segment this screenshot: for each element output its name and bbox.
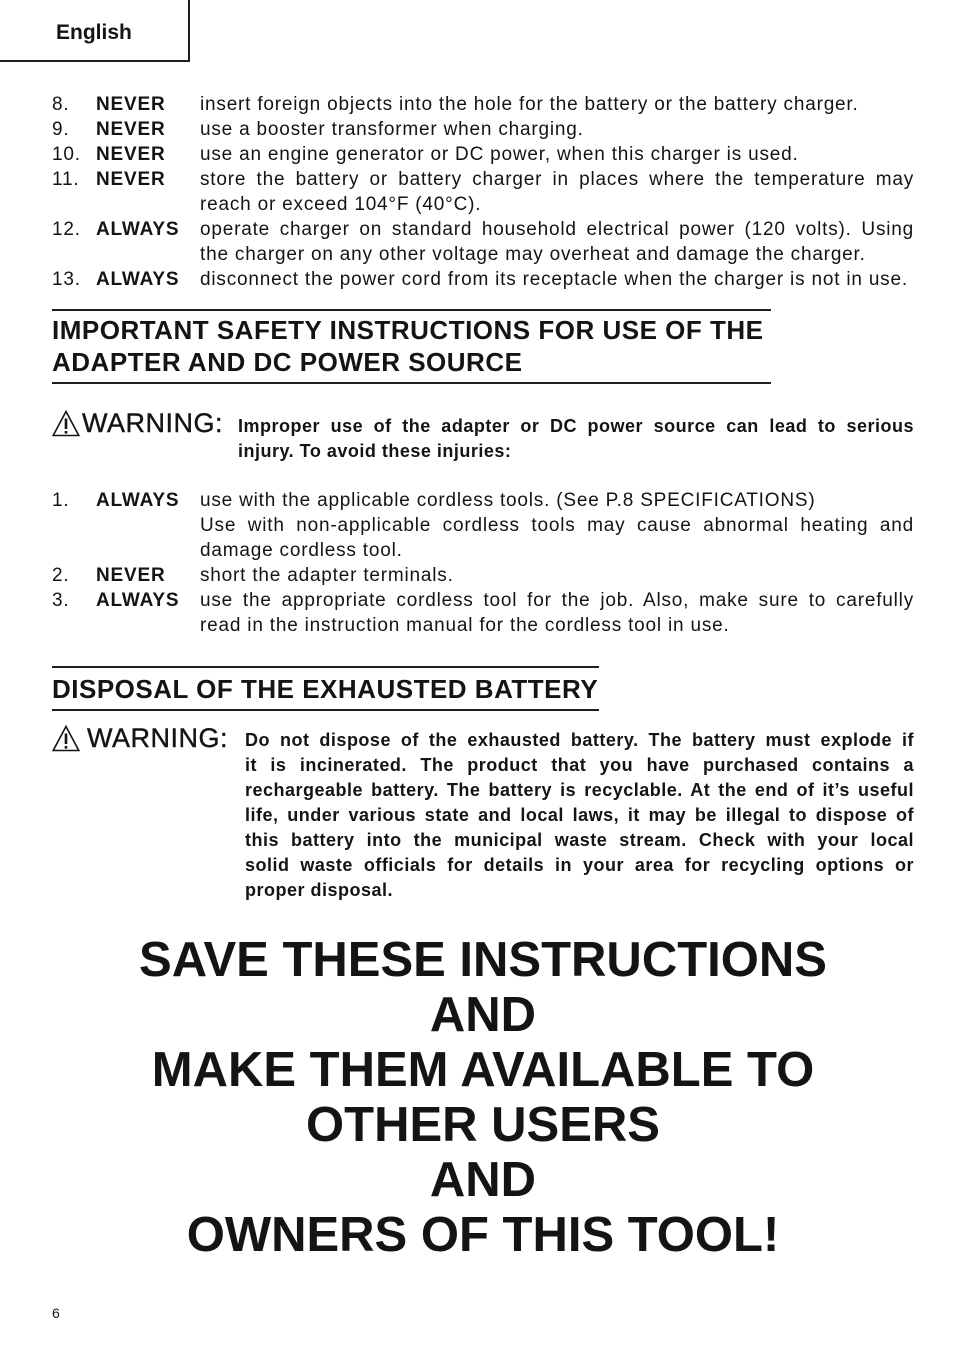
list-item [52,488,914,563]
save-instructions-notice [52,933,914,1263]
text-line: operate charger on standard household electrical power (120 volts). Using [200,219,914,240]
list-item [52,217,914,267]
item-number: 1. [52,490,70,511]
text-line: Use with non-applicable cordless tools may cause abnormal heating and [200,515,914,536]
item-text [200,167,914,217]
warning-text-line: proper disposal. [245,880,394,900]
list-item [52,117,914,142]
warning-text-line: it is incinerated. The product that you have purchased contains a [245,755,914,775]
notice-line: MAKE THEM AVAILABLE TO [151,1043,815,1097]
item-keyword: ALWAYS [96,219,180,240]
section-heading-adapter [52,309,771,384]
notice-line: OTHER USERS [306,1098,660,1152]
text-line: use an engine generator or DC power, when this charger is used. [200,144,799,165]
item-keyword: NEVER [96,565,166,586]
notice-line: SAVE THESE INSTRUCTIONS [139,933,827,987]
warning-text-line: Do not dispose of the exhausted battery. The battery must explode if [245,730,914,750]
adapter-safety-rules-list [52,488,914,638]
list-item [52,267,914,292]
text-line: insert foreign objects into the hole for the battery or the battery charger. [200,94,859,115]
warning-label [52,410,238,437]
warning-block [52,723,914,903]
warning-label-text: WARNING: [87,723,228,753]
warning-text [245,728,914,903]
item-number: 13. [52,269,81,290]
item-number: 12. [52,219,81,240]
notice-line: OWNERS OF THIS TOOL! [186,1208,780,1262]
item-number: 2. [52,565,70,586]
section-heading-line: ADAPTER AND DC POWER SOURCE [52,347,523,377]
text-line: the charger on any other voltage may overheat and damage the charger. [200,244,866,265]
warning-text-line: life, under various state and local laws, it may be illegal to dispose of [245,805,914,825]
item-keyword: NEVER [96,144,166,165]
item-number: 3. [52,590,70,611]
item-keyword: NEVER [96,169,166,190]
item-number: 10. [52,144,81,165]
item-keyword: NEVER [96,94,166,115]
item-text [200,217,914,267]
warning-label-text: WARNING: [82,408,223,438]
notice-line: AND [429,988,537,1042]
notice-line: AND [429,1153,537,1207]
section-heading-disposal [52,666,599,711]
text-line: use with the applicable cordless tools. (See P.8 SPECIFICATIONS) [200,490,816,511]
warning-label [52,725,245,752]
text-line: store the battery or battery charger in places where the temperature may [200,169,914,190]
item-text [200,92,914,117]
item-text [200,588,914,638]
warning-text [238,414,914,464]
warning-text-line: rechargeable battery. The battery is recyclable. At the end of it’s useful [245,780,914,800]
text-line: disconnect the power cord from its receptacle when the charger is not in use. [200,269,908,290]
text-line: reach or exceed 104°F (40°C). [200,194,482,215]
item-keyword: ALWAYS [96,269,180,290]
item-text [200,117,914,142]
warning-text-line: Improper use of the adapter or DC power source can lead to serious [238,416,914,436]
section-heading-line: DISPOSAL OF THE EXHAUSTED BATTERY [52,674,599,704]
list-item [52,167,914,217]
section-heading-line: IMPORTANT SAFETY INSTRUCTIONS FOR USE OF THE [52,315,764,345]
item-number: 8. [52,94,70,115]
warning-text-line: injury. To avoid these injuries: [238,441,512,461]
warning-block [52,408,914,464]
text-line: use a booster transformer when charging. [200,119,584,140]
item-text [200,267,914,292]
text-line: short the adapter terminals. [200,565,454,586]
item-number: 9. [52,119,70,140]
item-text [200,142,914,167]
item-number: 11. [52,169,80,190]
text-line: read in the instruction manual for the cordless tool in use. [200,615,730,636]
warning-triangle-icon [52,410,80,437]
language-label: English [56,21,132,44]
list-item [52,142,914,167]
page-number: 6 [52,1305,60,1321]
item-keyword: NEVER [96,119,166,140]
warning-text-line: solid waste officials for details in your area for recycling options or [245,855,914,875]
charger-safety-rules-list [52,92,914,292]
item-keyword: ALWAYS [96,590,180,611]
warning-triangle-icon [52,725,80,752]
language-tab [0,0,190,62]
list-item [52,588,914,638]
list-item [52,92,914,117]
text-line: damage cordless tool. [200,540,403,561]
list-item [52,563,914,588]
item-keyword: ALWAYS [96,490,180,511]
item-text [200,563,914,588]
text-line: use the appropriate cordless tool for the job. Also, make sure to carefully [200,590,914,611]
warning-text-line: this battery into the municipal waste stream. Check with your local [245,830,914,850]
item-text [200,488,914,563]
